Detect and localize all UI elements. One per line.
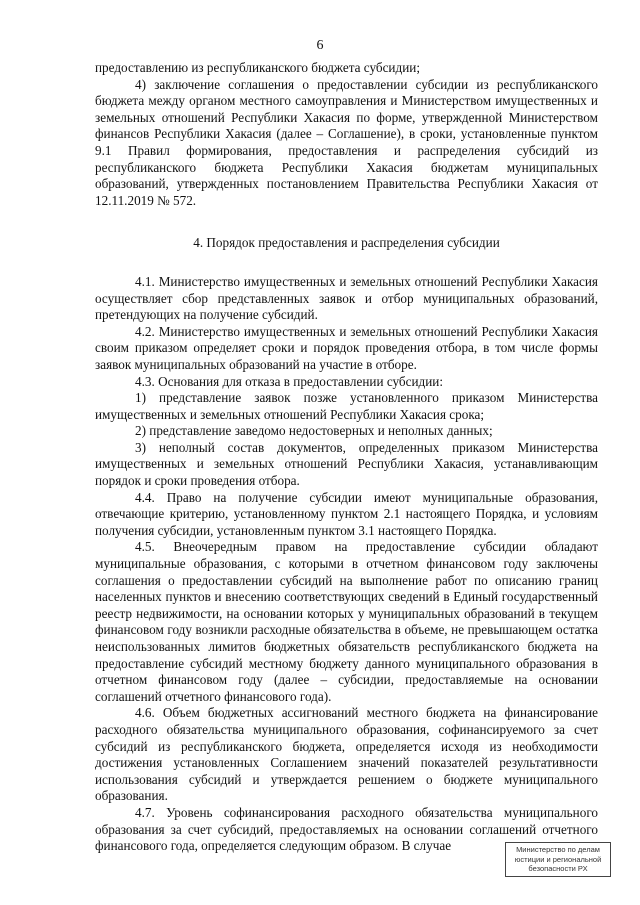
paragraph: предоставлению из республиканского бюджета субсидии;: [95, 60, 420, 75]
stamp-line: юстиции и региональной: [514, 854, 602, 864]
paragraph: 4) заключение соглашения о предоставлении субсидии из республиканского бюджета между органом местного самоуправления и Министерством имущественных и земельных отношений Республики Хакасия по форме, утвержденной Министерством финансов Республики Хакасия (далее – Соглашение), в сроки, установленные пунктом 9.1 Правил формирования, предоставления и распределения субсидий из республиканского бюджета Республики Хакасия бюджетам муниципальных образований, утвержденных постановлением Правительства Республики Хакасия от 12.11.2019 № 572.: [95, 76, 598, 208]
paragraph: 4.2. Министерство имущественных и земельных отношений Республики Хакасия своим приказом определяет сроки и порядок проведения отбора, в том числе формы заявок муниципальных образований на участие в отборе.: [95, 323, 598, 372]
page-number: 6: [316, 38, 324, 53]
paragraph: 1) представление заявок позже установленного приказом Министерства имущественных и земельных отношений Республики Хакасия срока;: [95, 390, 598, 422]
paragraph: 4.6. Объем бюджетных ассигнований местного бюджета на финансирование расходного обязательства муниципального образования, софинансируемого за счет субсидий из республиканского бюджета, определяется исходя из необходимости достижения установленных Соглашением значений показателей результативности использования субсидий и утверждается решением о бюджете муниципального образования.: [95, 705, 598, 804]
paragraph: 4.4. Право на получение субсидии имеют муниципальные образования, отвечающие критерию, установленному пунктом 2.1 настоящего Порядка, и условиям получения субсидии, установленным пунктом 3.1 настоящего Порядка.: [95, 489, 598, 538]
document-body: [95, 60, 598, 855]
stamp-line: Министерство по делам: [516, 845, 600, 854]
stamp-line: безопасности РХ: [528, 864, 588, 873]
paragraph: 4.5. Внеочередным правом на предоставление субсидии обладают муниципальные образования, с которыми в отчетном финансовом году заключены соглашения о предоставлении субсидий на выполнение работ по описанию границ населенных пунктов и внесению соответствующих сведений в Единый государственный реестр недвижимости, на основании которых у муниципальных образований в текущем финансовом году возникли расходные обязательства в объеме, не превышающем остатка неиспользованных лимитов бюджетных обязательств республиканского бюджета на предоставление субсидий местному бюджету данного муниципального образования в отчетном финансовом году (далее – субсидии, предоставляемые на основании соглашений отчетного финансового года).: [95, 539, 598, 704]
registration-stamp: [505, 842, 611, 877]
paragraph: 4.1. Министерство имущественных и земельных отношений Республики Хакасия осуществляет сбор представленных заявок и отбор муниципальных образований, претендующих на получение субсидий.: [95, 273, 598, 323]
paragraph: 3) неполный состав документов, определенных приказом Министерства имущественных и земельных отношений Республики Хакасия, устанавливающим порядок и сроки проведения отбора.: [95, 439, 598, 489]
paragraph: 2) представление заведомо недостоверных и неполных данных;: [135, 423, 493, 439]
paragraph: 4.3. Основания для отказа в предоставлении субсидии:: [135, 373, 444, 389]
section-heading: 4. Порядок предоставления и распределения субсидии: [193, 235, 500, 251]
paragraph: 4.7. Уровень софинансирования расходного обязательства муниципального образования за счет субсидий, предоставляемых на основании соглашений отчетного финансового года, определяется следующим образом. В случае: [95, 804, 598, 854]
